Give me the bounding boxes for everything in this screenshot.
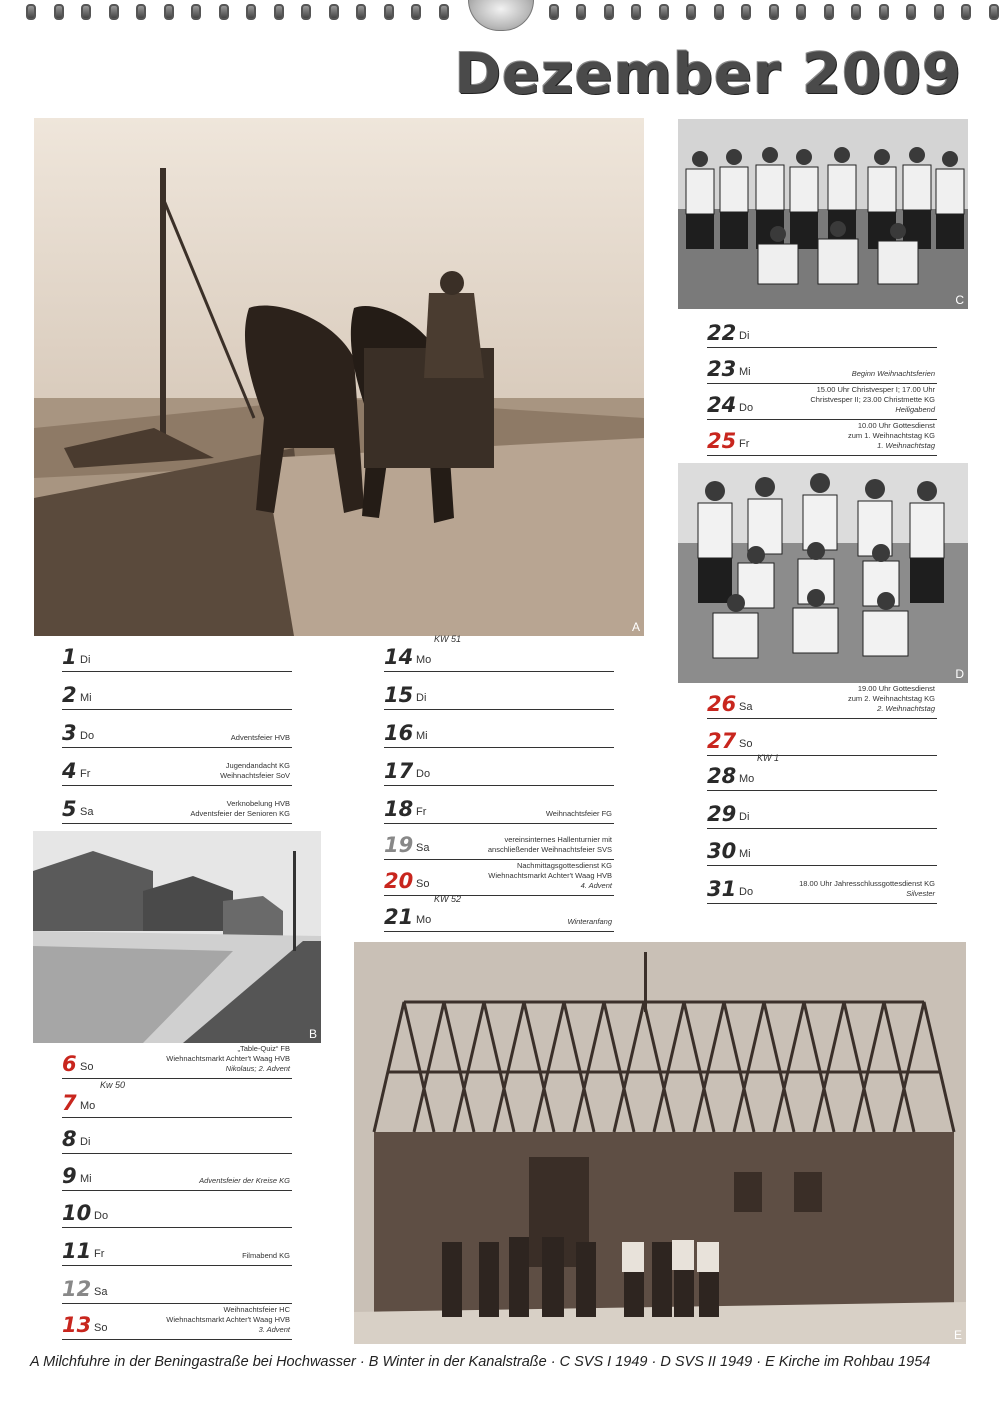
binder-ring <box>879 4 889 20</box>
day-row-13 <box>62 1304 292 1340</box>
weekday-label: Sa <box>80 806 94 818</box>
day-number: 29 <box>707 802 737 826</box>
day-row-29 <box>707 793 937 829</box>
event-line: Winteranfang <box>567 917 612 926</box>
event-line: Verknobelung HVB <box>226 799 290 808</box>
weekday-label: Fr <box>416 806 427 818</box>
day-row-22 <box>707 312 937 348</box>
weekday-label: Mi <box>739 848 751 860</box>
day-number: 18 <box>384 797 414 821</box>
photo-a-image <box>34 118 644 636</box>
event-line: 15.00 Uhr Christvesper I; 17.00 Uhr <box>816 385 935 394</box>
event-line: Wiehnachtsmarkt Achter't Waag HVB <box>166 1054 290 1063</box>
day-number: 15 <box>384 683 414 707</box>
day-row-5 <box>62 788 292 824</box>
day-row-4 <box>62 750 292 786</box>
event-line: Beginn Weihnachtsferien <box>851 369 935 378</box>
weekday-label: Sa <box>94 1286 108 1298</box>
binder-ring <box>604 4 614 20</box>
day-row-6 <box>62 1043 292 1079</box>
weekday-label: Fr <box>94 1248 105 1260</box>
day-events <box>231 733 290 743</box>
binder-ring <box>164 4 174 20</box>
binder-ring <box>851 4 861 20</box>
binder-ring <box>961 4 971 20</box>
weekday-label: Sa <box>416 842 430 854</box>
photo-d-image <box>678 463 968 683</box>
binder-ring <box>714 4 724 20</box>
event-line: Wiehnachtsmarkt Achter't Waag HVB <box>166 1315 290 1324</box>
binder-ring <box>934 4 944 20</box>
event-line: Adventsfeier HVB <box>230 733 290 742</box>
weekday-label: Sa <box>739 701 753 713</box>
weekday-label: Mo <box>416 654 432 666</box>
day-row-30 <box>707 830 937 866</box>
binder-ring <box>686 4 696 20</box>
photo-a <box>34 118 644 636</box>
weekday-label: So <box>94 1322 108 1334</box>
photo-c-label: C <box>955 293 964 307</box>
day-number: 19 <box>384 833 414 857</box>
event-line: zum 1. Weihnachtstag KG <box>848 431 935 440</box>
day-row-23 <box>707 348 937 384</box>
day-row-2 <box>62 674 292 710</box>
binder-ring <box>136 4 146 20</box>
photo-b <box>33 831 321 1043</box>
day-row-27 <box>707 720 937 756</box>
day-row-16 <box>384 712 614 748</box>
day-number: 8 <box>62 1127 77 1151</box>
weekday-label: Di <box>80 1136 91 1148</box>
day-number: 5 <box>62 797 77 821</box>
photo-e <box>354 942 966 1344</box>
day-number: 25 <box>707 429 737 453</box>
day-number: 14 <box>384 645 414 669</box>
weekday-label: Do <box>80 730 95 742</box>
event-line: Weihnachtsfeier HC <box>223 1305 290 1314</box>
weekday-label: Di <box>416 692 427 704</box>
day-row-21 <box>384 896 614 932</box>
day-events <box>810 385 935 415</box>
day-number: 28 <box>707 764 737 788</box>
day-events <box>848 421 935 451</box>
day-events <box>220 761 290 781</box>
binder-ring <box>989 4 999 20</box>
day-number: 6 <box>62 1052 77 1076</box>
day-row-28 <box>707 755 937 791</box>
weekday-label: Do <box>94 1210 109 1222</box>
day-number: 13 <box>62 1313 92 1337</box>
day-events <box>166 1044 290 1074</box>
event-line: 19.00 Uhr Gottesdienst <box>857 684 935 693</box>
event-line: vereinsinternes Hallenturnier mit <box>504 835 612 844</box>
week-number: Kw 50 <box>100 1080 126 1090</box>
event-line: Filmabend KG <box>242 1251 290 1260</box>
event-line: 2. Weihnachtstag <box>877 704 935 713</box>
day-number: 22 <box>707 321 737 345</box>
binder-ring <box>659 4 669 20</box>
photo-c-image <box>678 119 968 309</box>
day-row-17 <box>384 750 614 786</box>
photo-c <box>678 119 968 309</box>
binder-ring <box>54 4 64 20</box>
day-number: 17 <box>384 759 414 783</box>
weekday-label: Mi <box>739 366 751 378</box>
event-line: Jugendandacht KG <box>225 761 290 770</box>
binder-ring <box>439 4 449 20</box>
day-number: 3 <box>62 721 77 745</box>
day-events <box>488 835 612 855</box>
weekday-label: Di <box>739 330 750 342</box>
day-events <box>190 799 290 819</box>
week-number: KW 52 <box>434 894 462 904</box>
weekday-label: So <box>80 1061 94 1073</box>
binder-ring <box>549 4 559 20</box>
binder-ring <box>26 4 36 20</box>
day-row-9 <box>62 1155 292 1191</box>
event-line: Weihnachtsfeier FG <box>545 809 612 818</box>
day-row-19 <box>384 824 614 860</box>
binder-ring <box>191 4 201 20</box>
event-line: Silvester <box>906 889 935 898</box>
day-number: 21 <box>384 905 414 929</box>
photo-b-image <box>33 831 321 1043</box>
day-number: 12 <box>62 1277 92 1301</box>
day-number: 31 <box>707 877 737 901</box>
day-row-25 <box>707 420 937 456</box>
binder-ring <box>301 4 311 20</box>
day-events <box>242 1251 290 1261</box>
photo-caption: A Milchfuhre in der Beningastraße bei Hochwasser · B Winter in der Kanalstraße · C SVS I 1949 · D SVS II 1949 · E Kirche im Rohbau 1954 <box>30 1354 931 1370</box>
weekday-label: Do <box>416 768 431 780</box>
photo-a-label: A <box>631 620 640 634</box>
day-events <box>852 369 935 379</box>
day-number: 20 <box>384 869 414 893</box>
day-number: 4 <box>62 759 77 783</box>
day-row-7 <box>62 1082 292 1118</box>
week-number: KW 1 <box>757 753 780 763</box>
binder-ring <box>824 4 834 20</box>
event-line: zum 2. Weihnachtstag KG <box>848 694 935 703</box>
weekday-label: Mo <box>416 914 432 926</box>
weekday-label: Mo <box>80 1100 96 1112</box>
weekday-label: Do <box>739 402 754 414</box>
day-row-10 <box>62 1192 292 1228</box>
binder-ring <box>796 4 806 20</box>
day-number: 7 <box>62 1091 77 1115</box>
day-row-15 <box>384 674 614 710</box>
photo-e-image <box>354 942 966 1344</box>
photo-d-label: D <box>955 667 964 681</box>
day-events <box>799 879 935 899</box>
day-number: 24 <box>707 393 737 417</box>
event-line: anschließender Weihnachtsfeier SVS <box>487 845 612 854</box>
binder-ring <box>329 4 339 20</box>
weekday-label: Do <box>739 886 754 898</box>
day-number: 27 <box>707 729 737 753</box>
binder-ring <box>576 4 586 20</box>
event-line: 4. Advent <box>580 881 612 890</box>
binder-ring <box>384 4 394 20</box>
weekday-label: Mi <box>80 692 92 704</box>
day-row-20 <box>384 860 614 896</box>
event-line: 10.00 Uhr Gottesdienst <box>857 421 935 430</box>
day-number: 9 <box>62 1164 77 1188</box>
event-line: Nikolaus; 2. Advent <box>225 1064 290 1073</box>
page-title: Dezember 2009 <box>454 42 962 107</box>
day-number: 10 <box>62 1201 92 1225</box>
binder-ring <box>741 4 751 20</box>
binder-ring <box>411 4 421 20</box>
day-row-8 <box>62 1118 292 1154</box>
binder-ring <box>356 4 366 20</box>
weekday-label: Mi <box>80 1173 92 1185</box>
binder-ring <box>769 4 779 20</box>
day-row-12 <box>62 1268 292 1304</box>
photo-d <box>678 463 968 683</box>
day-row-14 <box>384 636 614 672</box>
day-number: 16 <box>384 721 414 745</box>
event-line: Adventsfeier der Kreise KG <box>199 1176 290 1185</box>
day-number: 30 <box>707 839 737 863</box>
binder-ring <box>219 4 229 20</box>
event-line: Wiehnachtsmarkt Achter't Waag HVB <box>488 871 612 880</box>
event-line: Nachmittagsgottesdienst KG <box>516 861 612 870</box>
week-number: KW 51 <box>434 634 462 644</box>
day-row-11 <box>62 1230 292 1266</box>
binder-ring <box>246 4 256 20</box>
weekday-label: Di <box>739 811 750 823</box>
event-line: 3. Advent <box>258 1325 290 1334</box>
day-number: 2 <box>62 683 77 707</box>
photo-e-label: E <box>953 1328 962 1342</box>
day-row-1 <box>62 636 292 672</box>
event-line: Christvesper II; 23.00 Christmette KG <box>810 395 935 404</box>
day-row-18 <box>384 788 614 824</box>
binder-ring <box>81 4 91 20</box>
binder-ring <box>906 4 916 20</box>
weekday-label: So <box>416 878 430 890</box>
day-row-26 <box>707 683 937 719</box>
day-events <box>848 684 935 714</box>
photo-b-label: B <box>308 1027 317 1041</box>
day-events <box>567 917 612 927</box>
weekday-label: Mo <box>739 773 755 785</box>
event-line: 18.00 Uhr Jahresschlussgottesdienst KG <box>799 879 935 888</box>
day-row-3 <box>62 712 292 748</box>
day-number: 1 <box>62 645 77 669</box>
weekday-label: Fr <box>739 438 750 450</box>
day-events <box>488 861 612 891</box>
day-number: 23 <box>707 357 737 381</box>
day-row-31 <box>707 868 937 904</box>
weekday-label: Fr <box>80 768 91 780</box>
day-events <box>166 1305 290 1335</box>
day-events <box>546 809 612 819</box>
weekday-label: Mi <box>416 730 428 742</box>
weekday-label: Di <box>80 654 91 666</box>
event-line: Adventsfeier der Senioren KG <box>190 809 290 818</box>
day-number: 26 <box>707 692 737 716</box>
day-events <box>199 1176 290 1186</box>
day-number: 11 <box>62 1239 92 1263</box>
binder-ring <box>109 4 119 20</box>
binder-ring <box>274 4 284 20</box>
day-row-24 <box>707 384 937 420</box>
event-line: „Table-Quiz“ FB <box>237 1044 290 1053</box>
weekday-label: So <box>739 738 753 750</box>
event-line: Weihnachtsfeier SoV <box>220 771 290 780</box>
event-line: 1. Weihnachtstag <box>877 441 935 450</box>
event-line: Heiligabend <box>895 405 935 414</box>
binder-ring <box>631 4 641 20</box>
